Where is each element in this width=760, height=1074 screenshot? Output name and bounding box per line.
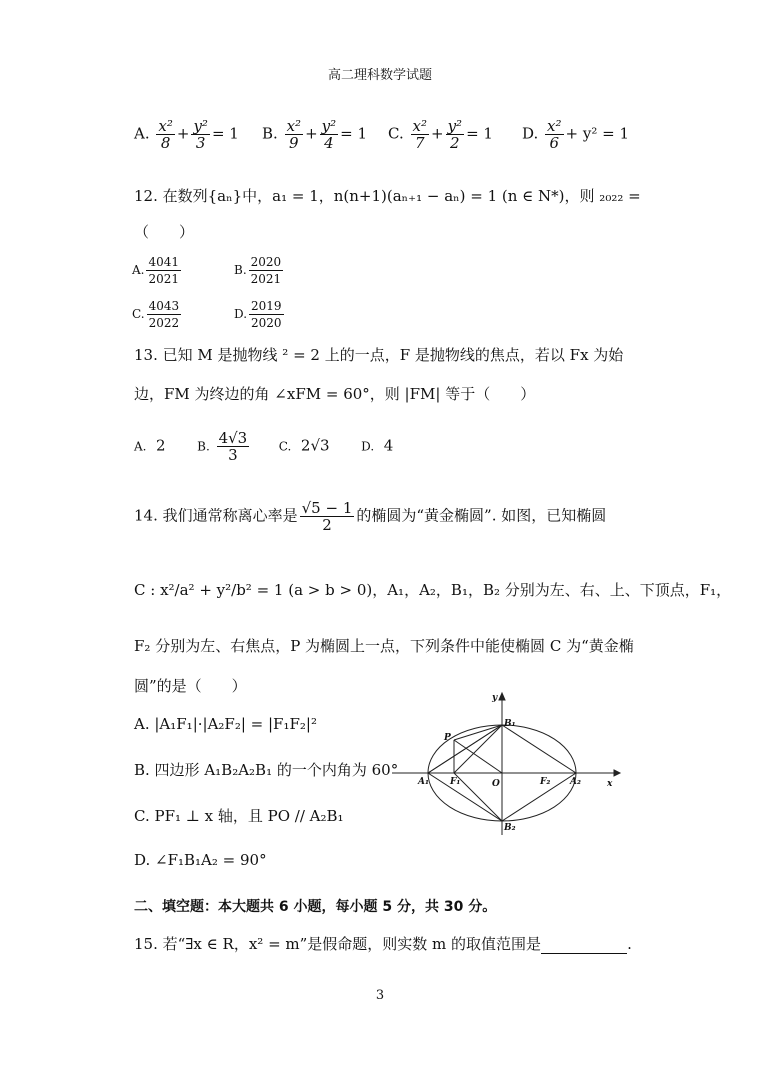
q11-option-d: D. $\frac{\text{x²}}{6}$ + y² = 1 bbox=[522, 117, 630, 152]
label-x: x bbox=[607, 779, 613, 789]
label-a2: A₂ bbox=[570, 777, 581, 787]
fraction: $\frac{\text{y²}}{3}$ bbox=[193, 117, 208, 152]
q14-option-d: D. ∠F₁B₁A₂ = 90° bbox=[134, 851, 267, 869]
q14-option-b: B. 四边形 A₁B₂A₂B₁ 的一个内角为 60° bbox=[134, 761, 399, 779]
label-y: y bbox=[492, 693, 498, 703]
q13-line-2: 边，FM 为终边的角 ∠xFM = 60°，则 |FM| 等于（ ） bbox=[134, 385, 536, 403]
fraction: $\frac{\text{x²}}{6}$ bbox=[547, 117, 562, 152]
q14-line-3: F₂ 分别为左、右焦点，P 为椭圆上一点，下列条件中能使椭圆 C 为“黄金椭 bbox=[134, 637, 634, 655]
label-b1: B₁ bbox=[504, 719, 516, 729]
page-header-title: 高二理科数学试题 bbox=[327, 68, 432, 83]
fraction: $\frac{\text{y²}}{4}$ bbox=[321, 117, 337, 152]
section-2-title: 二、填空题：本大题共 6 小题，每小题 5 分，共 30 分。 bbox=[134, 899, 497, 915]
label-f2: F₂ bbox=[540, 777, 551, 787]
page-number: 3 bbox=[375, 988, 385, 1003]
q11-option-a: A. $\frac{\text{x²}}{8}$ + $\frac{\text{y²}}{3}$ = 1 bbox=[134, 117, 239, 152]
answer-blank[interactable] bbox=[541, 937, 627, 954]
q11-option-c: C. $\frac{\text{x²}}{7}$ + $\frac{\text{y²}}{2}$ = 1 bbox=[388, 117, 493, 152]
q12-option-a: A. $\frac{4041}{2021}$ bbox=[132, 255, 180, 286]
q13-line-1: 13. 已知 M 是抛物线 ² = 2 上的一点，F 是抛物线的焦点，若以 Fx 为始 bbox=[134, 346, 624, 364]
segment-po bbox=[454, 740, 502, 773]
q14-line-2: C : x²/a² + y²/b² = 1 (a > b > 0)，A₁，A₂，B₁，B₂ 分别为左、右、上、下顶点，F₁， bbox=[134, 581, 732, 599]
fraction: $\frac{\text{x²}}{7}$ bbox=[412, 117, 427, 152]
label-o: O bbox=[492, 779, 500, 789]
fraction: $\frac{\text{x²}}{8}$ bbox=[158, 117, 173, 152]
q12-option-b: B. $\frac{2020}{2021}$ bbox=[234, 255, 282, 286]
q14-option-c: C. PF₁ ⊥ x 轴，且 PO // A₂B₁ bbox=[134, 807, 344, 825]
q14-option-a: A. |A₁F₁|·|A₂F₂| = |F₁F₂|² bbox=[134, 715, 317, 733]
label-p: P bbox=[444, 733, 451, 743]
label-b2: B₂ bbox=[504, 823, 516, 833]
q15-stem: 15. 若“∃x ∈ R，x² = m”是假命题，则实数 m 的取值范围是 . bbox=[134, 935, 632, 953]
q12-paren: （ ） bbox=[134, 223, 195, 241]
y-axis-arrow-icon bbox=[499, 693, 505, 700]
q11-option-b: B. $\frac{\text{x²}}{9}$ + $\frac{\text{y²}}{4}$ = 1 bbox=[262, 117, 368, 152]
q14-line-4: 圆”的是（ ） bbox=[134, 677, 247, 695]
q12-option-d: D. $\frac{2019}{2020}$ bbox=[234, 299, 282, 330]
label-f1: F₁ bbox=[450, 777, 461, 787]
q14-line-1: 14. 我们通常称离心率是 $\frac{√5 - 1}{2}$ 的椭圆为“黄金椭圆”. 如图，已知椭圆 bbox=[134, 499, 607, 534]
q12-stem: 12. 在数列{aₙ}中，a₁ = 1，n(n+1)(aₙ₊₁ − aₙ) = 1 (n ∈ N*)，则 ₂₀₂₂ = bbox=[134, 187, 641, 205]
label-a1: A₁ bbox=[418, 777, 429, 787]
x-axis-arrow-icon bbox=[614, 770, 620, 776]
q13-options: A. 2 B. $\frac{4√3}{3}$ C. 2√3 D. 4 bbox=[134, 429, 394, 464]
fraction: $\frac{\text{y²}}{2}$ bbox=[447, 117, 463, 152]
ellipse-figure bbox=[392, 690, 624, 840]
fraction: $\frac{\text{x²}}{9}$ bbox=[286, 117, 302, 152]
q12-option-c: C. $\frac{4043}{2022}$ bbox=[132, 299, 180, 330]
